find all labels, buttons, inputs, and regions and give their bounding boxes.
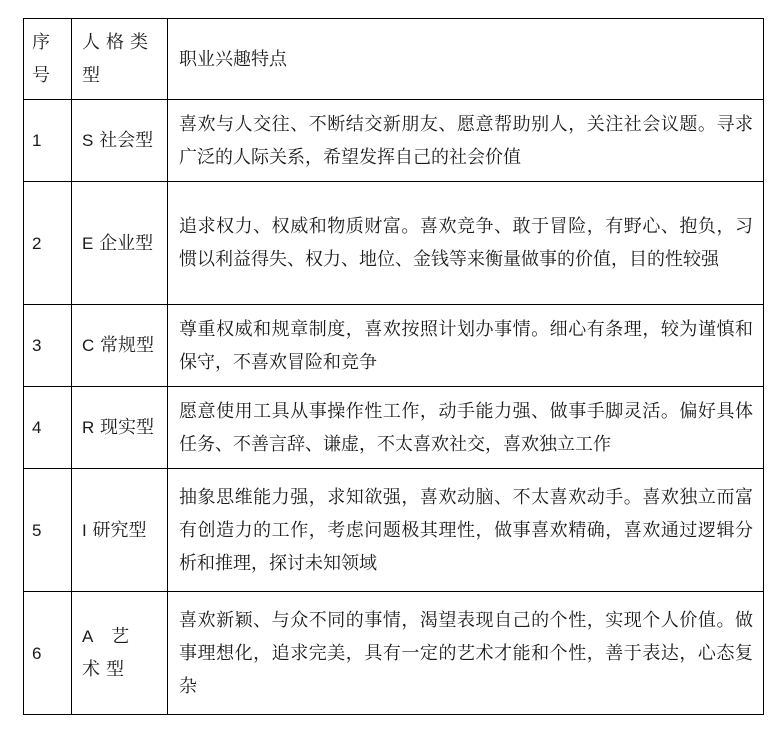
personality-table — [23, 18, 764, 715]
row-desc: 愿意使用工具从事操作性工作，动手能力强、做事手脚灵活。偏好具体任务、不善言辞、谦虚，不太喜欢社交，喜欢独立工作 — [168, 387, 764, 469]
type-code: I — [82, 520, 87, 540]
row-type — [72, 100, 168, 182]
type-code: R — [82, 418, 95, 437]
table-row — [24, 100, 764, 182]
table-row — [24, 305, 764, 387]
type-name: 企业型 — [99, 232, 154, 254]
type-code: C — [82, 336, 95, 355]
row-desc: 追求权力、权威和物质财富。喜欢竞争、敢于冒险，有野心、抱负，习惯以利益得失、权力、地位、金钱等来衡量做事的价值，目的性较强 — [168, 182, 764, 305]
row-desc: 抽象思维能力强，求知欲强，喜欢动脑、不太喜欢动手。喜欢独立而富有创造力的工作，考虑问题极其理性，做事喜欢精确，喜欢通过逻辑分析和推理，探讨未知领域 — [168, 469, 764, 592]
type-name: 常规型 — [100, 335, 155, 356]
header-type: 人格类型 — [72, 19, 168, 100]
row-no: 3 — [24, 305, 72, 387]
type-name: 艺术型 — [82, 626, 136, 680]
table-header-row — [24, 19, 764, 100]
row-type — [72, 592, 168, 715]
type-code: E — [82, 233, 94, 253]
table-row — [24, 387, 764, 469]
row-desc: 喜欢与人交往、不断结交新朋友、愿意帮助别人，关注社会议题。寻求广泛的人际关系，希望发挥自己的社会价值 — [168, 100, 764, 182]
type-code: A — [82, 627, 100, 646]
table-row — [24, 469, 764, 592]
type-name: 现实型 — [100, 417, 155, 438]
table-row — [24, 182, 764, 305]
row-no: 1 — [24, 100, 72, 182]
row-desc: 尊重权威和规章制度，喜欢按照计划办事情。细心有条理，较为谨慎和保守，不喜欢冒险和竞争 — [168, 305, 764, 387]
row-type — [72, 182, 168, 305]
row-type — [72, 387, 168, 469]
row-no: 6 — [24, 592, 72, 715]
row-type — [72, 469, 168, 592]
type-code: S — [82, 131, 94, 150]
row-no: 2 — [24, 182, 72, 305]
table-row — [24, 592, 764, 715]
row-no: 4 — [24, 387, 72, 469]
header-desc: 职业兴趣特点 — [168, 19, 764, 100]
type-name: 研究型 — [92, 519, 147, 541]
header-no: 序号 — [24, 19, 72, 100]
row-type — [72, 305, 168, 387]
row-desc: 喜欢新颖、与众不同的事情，渴望表现自己的个性，实现个人价值。做事理想化，追求完美，具有一定的艺术才能和个性，善于表达，心态复杂 — [168, 592, 764, 715]
type-name: 社会型 — [99, 130, 154, 151]
row-no: 5 — [24, 469, 72, 592]
